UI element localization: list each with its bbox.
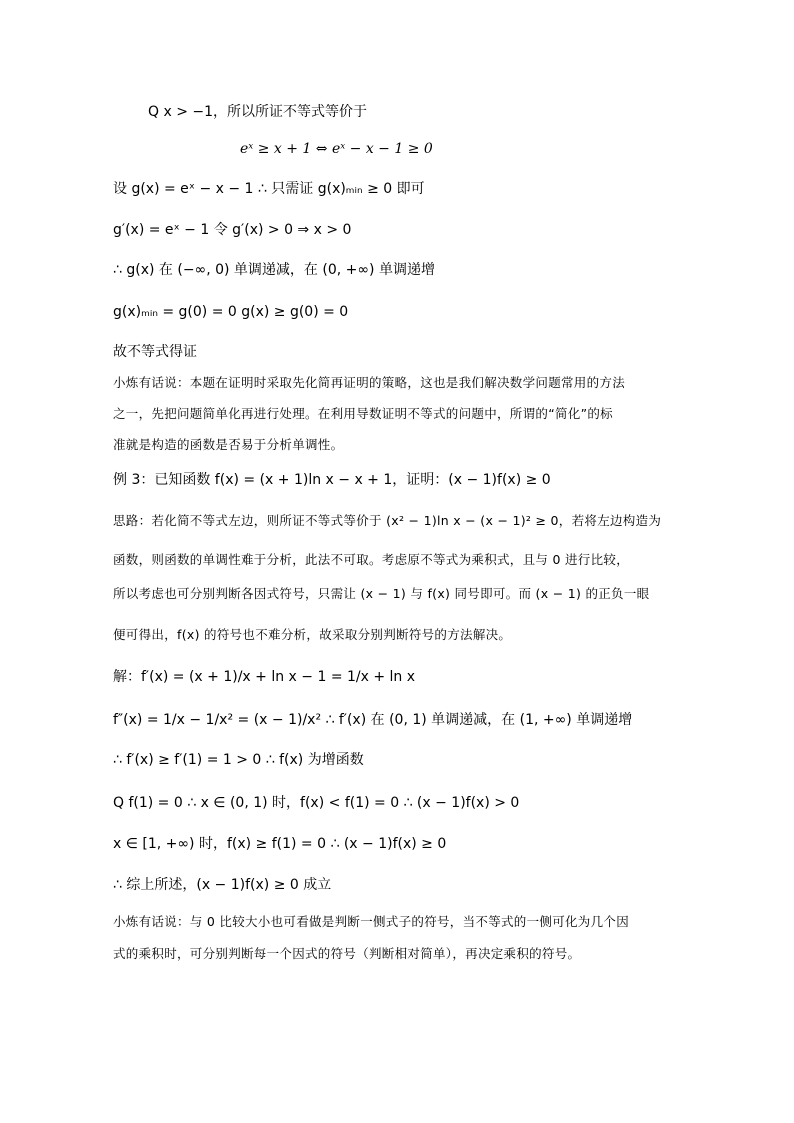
solution-case-2: x ∈ [1, +∞) 时，f(x) ≥ f(1) = 0 ∴ (x − 1)f(x) ≥ 0: [113, 836, 447, 852]
idea-line-1: 思路：若化简不等式左边，则所证不等式等价于 (x² − 1)ln x − (x − 1)² ≥ 0，若将左边构造为: [113, 513, 662, 528]
note-1-line-1: 小炼有话说：本题在证明时采取先化简再证明的策略，这也是我们解决数学问题常用的方法: [113, 375, 626, 390]
solution-first-derivative: 解：f′(x) = (x + 1)/x + ln x − 1 = 1/x + ln x: [113, 669, 416, 685]
idea-line-2: 函数，则函数的单调性难于分析，此法不可取。考虑原不等式为乘积式，且与 0 进行比较，: [113, 552, 630, 567]
equivalent-inequality: eˣ ≥ x + 1 ⇔ eˣ − x − 1 ≥ 0: [240, 141, 433, 157]
define-g: 设 g(x) = eˣ − x − 1 ∴ 只需证 g(x)ₘᵢₙ ≥ 0 即可: [113, 181, 425, 197]
solution-second-derivative: f″(x) = 1/x − 1/x² = (x − 1)/x² ∴ f′(x) 在 (0, 1) 单调递减，在 (1, +∞) 单调递增: [113, 712, 633, 728]
g-derivative: g′(x) = eˣ − 1 令 g′(x) > 0 ⇒ x > 0: [113, 222, 352, 238]
line-condition: Q x > −1，所以所证不等式等价于: [148, 104, 368, 120]
solution-increasing: ∴ f′(x) ≥ f′(1) = 1 > 0 ∴ f(x) 为增函数: [113, 752, 364, 768]
idea-line-3: 所以考虑也可分别判断各因式符号，只需让 (x − 1) 与 f(x) 同号即可。而 (x − 1) 的正负一眼: [113, 586, 650, 601]
conclusion-proved: 故不等式得证: [113, 344, 197, 360]
idea-line-4: 便可得出，f(x) 的符号也不难分析，故采取分别判断符号的方法解决。: [113, 627, 512, 642]
solution-summary: ∴ 综上所述，(x − 1)f(x) ≥ 0 成立: [113, 877, 332, 893]
note-2-line-2: 式的乘积时，可分别判断每一个因式的符号（判断相对简单），再决定乘积的符号。: [113, 946, 581, 961]
note-1-line-3: 准就是构造的函数是否易于分析单调性。: [113, 437, 344, 452]
example-3-statement: 例 3：已知函数 f(x) = (x + 1)ln x − x + 1，证明：(x − 1)f(x) ≥ 0: [113, 472, 551, 488]
note-1-line-2: 之一，先把问题简单化再进行处理。在利用导数证明不等式的问题中，所谓的“简化”的标: [113, 406, 613, 421]
solution-case-1: Q f(1) = 0 ∴ x ∈ (0, 1) 时，f(x) < f(1) = 0 ∴ (x − 1)f(x) > 0: [113, 795, 520, 811]
note-2-line-1: 小炼有话说：与 0 比较大小也可看做是判断一侧式子的符号，当不等式的一侧可化为几个因: [113, 914, 630, 929]
g-minimum: g(x)ₘᵢₙ = g(0) = 0 g(x) ≥ g(0) = 0: [113, 304, 349, 320]
g-monotonicity: ∴ g(x) 在 (−∞, 0) 单调递减，在 (0, +∞) 单调递增: [113, 262, 435, 278]
